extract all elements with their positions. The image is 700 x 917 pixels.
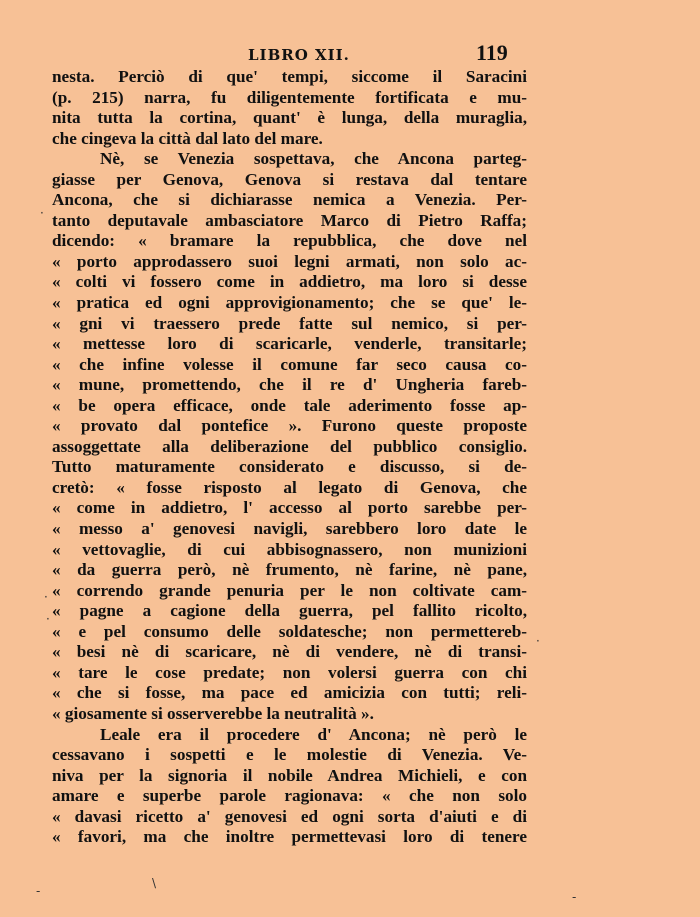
- text-line: « davasi ricetto a' genovesi ed ogni sorta d'aiuti e di: [52, 806, 527, 826]
- text-line: tanto deputavale ambasciatore Marco di Pietro Raffa;: [52, 210, 527, 230]
- page-number: 119: [476, 40, 508, 65]
- text-line: nita tutta la cortina, quant' è lunga, della muraglia,: [52, 108, 527, 128]
- text-line: dicendo: « bramare la repubblica, che dove nel: [52, 231, 527, 251]
- text-line: « giosamente si osserverebbe la neutralità ».: [52, 703, 374, 723]
- text-line: « colti vi fossero come in addietro, ma loro si desse: [52, 272, 527, 292]
- print-mark: \: [152, 876, 157, 890]
- text-line: giasse per Genova, Genova si restava dal tentare: [52, 169, 527, 189]
- text-line: « provato dal pontefice ». Furono queste proposte: [52, 416, 527, 436]
- text-line: « mune, promettendo, che il re d' Ungheria fareb-: [52, 375, 527, 395]
- print-mark: ·: [40, 206, 44, 220]
- text-line: « tare le cose predate; non volersi guerra con chi: [52, 662, 527, 682]
- text-line: Tutto maturamente considerato e discusso, si de-: [52, 457, 527, 477]
- text-line: assoggettate alla deliberazione del pubblico consiglio.: [52, 436, 527, 456]
- print-mark: ·: [536, 634, 540, 648]
- print-mark: ·: [46, 612, 50, 626]
- text-line: « porto approdassero suoi legni armati, non solo ac-: [52, 251, 527, 271]
- text-line: « gni vi traessero prede fatte sul nemico, si per-: [52, 313, 527, 333]
- text-line: « be opera efficace, onde tale aderimento fosse ap-: [52, 395, 527, 415]
- text-line: « favori, ma che inoltre permettevasi loro di tenere: [52, 827, 527, 847]
- text-line: Ancona, che si dichiarasse nemica a Venezia. Per-: [52, 190, 527, 210]
- text-line: « che si fosse, ma pace ed amicizia con tutti; reli-: [52, 683, 527, 703]
- text-line: cretò: « fosse risposto al legato di Genova, che: [52, 477, 527, 497]
- print-mark: -: [572, 890, 577, 904]
- text-line: « pratica ed ogni approvigionamento; che se que' le-: [52, 293, 527, 313]
- text-line: nesta. Perciò di que' tempi, siccome il Saracini: [52, 67, 527, 86]
- text-line: (p. 215) narra, fu diligentemente fortificata e mu-: [52, 87, 527, 107]
- text-line: che cingeva la città dal lato del mare.: [52, 128, 323, 148]
- text-line: « come in addietro, l' accesso al porto sarebbe per-: [52, 498, 527, 518]
- text-line: « vettovaglie, di cui abbisognassero, non munizioni: [52, 539, 527, 559]
- text-line: « da guerra però, nè frumento, nè farine, nè pane,: [52, 560, 527, 580]
- print-mark: -: [36, 884, 41, 898]
- text-line: « mettesse loro di scaricarle, venderle, transitarle;: [52, 334, 527, 354]
- text-line: « messo a' genovesi navigli, sarebbero loro date le: [52, 519, 527, 539]
- body-text: [52, 67, 527, 848]
- text-line: « pagne a cagione della guerra, pel fallito ricolto,: [52, 601, 527, 621]
- running-title: LIBRO XII.: [248, 46, 350, 64]
- text-line: niva per la signoria il nobile Andrea Michieli, e con: [52, 765, 527, 785]
- text-line: « besi nè di scaricare, nè di vendere, nè di transi-: [52, 642, 527, 662]
- text-line: « che infine volesse il comune far seco causa co-: [52, 354, 527, 374]
- text-line: cessavano i sospetti e le molestie di Venezia. Ve-: [52, 745, 527, 765]
- text-line: « e pel consumo delle soldatesche; non permettereb-: [52, 621, 527, 641]
- print-mark: ·: [44, 590, 48, 604]
- text-line: « correndo grande penuria per le non coltivate cam-: [52, 580, 527, 600]
- text-line: Leale era il procedere d' Ancona; nè però le: [100, 724, 527, 744]
- text-line: amare e superbe parole ragionava: « che non solo: [52, 786, 527, 806]
- text-line: Nè, se Venezia sospettava, che Ancona parteg-: [100, 149, 527, 169]
